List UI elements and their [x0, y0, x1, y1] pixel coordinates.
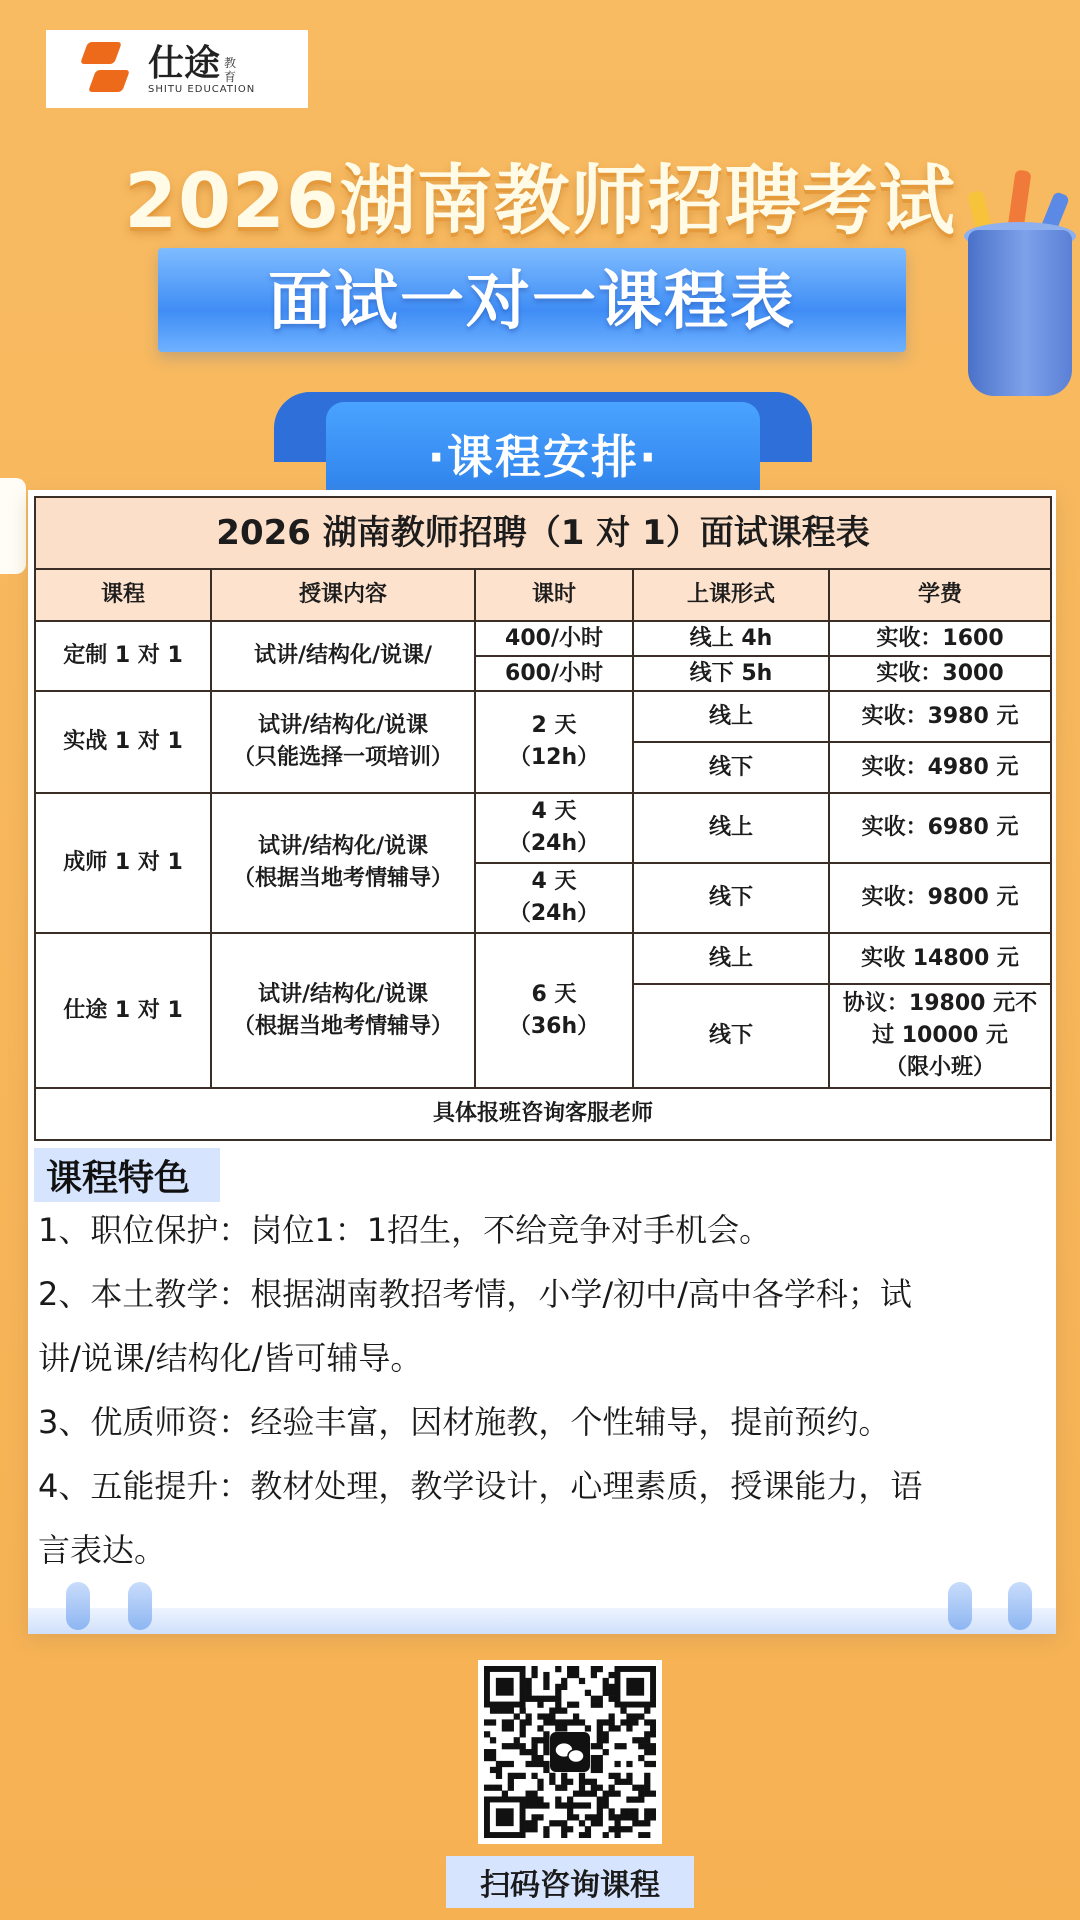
form-cell: 线上 4h	[633, 621, 829, 656]
form-cell: 线下 5h	[633, 656, 829, 691]
course-cell: 成师 1 对 1	[35, 793, 211, 933]
form-cell: 线上	[633, 933, 829, 984]
decor-pill	[66, 1582, 90, 1630]
ribbon-label: ·课程安排·	[427, 430, 659, 484]
qr-code[interactable]	[478, 1660, 662, 1844]
content-cell	[211, 793, 475, 933]
qr-finder-pattern	[484, 1666, 526, 1708]
hours-cell	[475, 793, 633, 863]
hours-line: 6 天	[531, 981, 577, 1007]
brand-english: SHITU EDUCATION	[148, 83, 256, 95]
card-bottom-strip	[28, 1608, 1056, 1634]
form-cell: 线下	[633, 863, 829, 933]
header-form: 上课形式	[633, 569, 829, 621]
content-line: 试讲/结构化/说课	[257, 834, 429, 859]
hours-cell	[475, 691, 633, 793]
hours-line: 2 天	[531, 713, 577, 738]
table-row	[35, 621, 1051, 656]
poster-title: 2026湖南教师招聘考试	[124, 156, 956, 245]
features-label: 课程特色	[34, 1148, 220, 1202]
form-cell: 线上	[633, 793, 829, 863]
qr-finder-pattern	[614, 1666, 656, 1708]
paper-decoration	[0, 478, 26, 574]
form-cell: 线上	[633, 691, 829, 742]
qr-finder-pattern	[484, 1796, 526, 1838]
fee-line: 协议：19800 元不	[842, 991, 1038, 1016]
decor-pill	[948, 1582, 972, 1630]
brand-logo	[46, 30, 308, 108]
table-row	[35, 793, 1051, 863]
feature-item: 3、优质师资：经验丰富，因材施教，个性辅导，提前预约。	[38, 1403, 891, 1441]
content-cell	[211, 933, 475, 1088]
qr-label: 扫码咨询课程	[446, 1856, 694, 1908]
content-line: 试讲/结构化/说课	[257, 981, 429, 1007]
course-cell: 定制 1 对 1	[35, 621, 211, 691]
feature-item: 4、五能提升：教材处理，教学设计，心理素质，授课能力，语	[38, 1467, 923, 1505]
fee-cell: 实收：3000	[829, 656, 1051, 691]
wechat-icon	[550, 1732, 590, 1772]
content-cell: 试讲/结构化/说课/	[211, 621, 475, 691]
header-course: 课程	[35, 569, 211, 621]
content-line: （根据当地考情辅导）	[232, 866, 453, 891]
table-title: 2026 湖南教师招聘（1 对 1）面试课程表	[35, 497, 1051, 569]
pencil-cup-icon	[968, 230, 1072, 396]
hours-line: 4 天	[531, 869, 577, 894]
content-cell	[211, 691, 475, 793]
form-cell: 线下	[633, 742, 829, 793]
hours-cell: 400/小时	[475, 621, 633, 656]
content-line: （根据当地考情辅导）	[232, 1013, 453, 1039]
header-content: 授课内容	[211, 569, 475, 621]
brand-sub: 教育	[224, 55, 237, 84]
brand-name: 仕途	[148, 42, 221, 84]
header-hours: 课时	[475, 569, 633, 621]
hours-line: （24h）	[508, 831, 600, 856]
table-footer-note: 具体报班咨询客服老师	[35, 1088, 1051, 1140]
header-fee: 学费	[829, 569, 1051, 621]
hours-line: （12h）	[508, 745, 600, 770]
hours-line: （24h）	[508, 901, 600, 926]
course-cell: 实战 1 对 1	[35, 691, 211, 793]
decor-pill	[1008, 1582, 1032, 1630]
hours-cell: 600/小时	[475, 656, 633, 691]
fee-cell: 实收：9800 元	[829, 863, 1051, 933]
qr-code-pattern	[484, 1666, 656, 1838]
fee-cell: 实收：4980 元	[829, 742, 1051, 793]
table-row	[35, 691, 1051, 742]
feature-item: 2、本土教学：根据湖南教招考情，小学/初中/高中各学科；试	[38, 1275, 912, 1313]
brand-mark-icon	[76, 38, 138, 100]
fee-cell: 实收 14800 元	[829, 933, 1051, 984]
hours-line: （36h）	[508, 1013, 600, 1039]
fee-line: （限小班）	[885, 1055, 996, 1080]
table-row	[35, 933, 1051, 984]
feature-item: 1、职位保护：岗位1：1招生，不给竞争对手机会。	[38, 1211, 772, 1249]
hours-cell	[475, 863, 633, 933]
content-line: 试讲/结构化/说课	[257, 713, 429, 738]
hours-line: 4 天	[531, 799, 577, 824]
fee-cell: 实收：6980 元	[829, 793, 1051, 863]
fee-cell: 实收：3980 元	[829, 691, 1051, 742]
decor-pill	[128, 1582, 152, 1630]
hours-cell	[475, 933, 633, 1088]
feature-item: 讲/说课/结构化/皆可辅导。	[38, 1339, 423, 1377]
course-cell: 仕途 1 对 1	[35, 933, 211, 1088]
form-cell: 线下	[633, 984, 829, 1088]
fee-cell	[829, 984, 1051, 1088]
course-schedule-table	[34, 496, 1052, 1141]
fee-line: 过 10000 元	[872, 1023, 1008, 1048]
feature-item: 言表达。	[38, 1531, 167, 1569]
poster-subtitle: 面试一对一课程表	[268, 265, 796, 339]
fee-cell: 实收：1600	[829, 621, 1051, 656]
content-line: （只能选择一项培训）	[232, 745, 453, 770]
